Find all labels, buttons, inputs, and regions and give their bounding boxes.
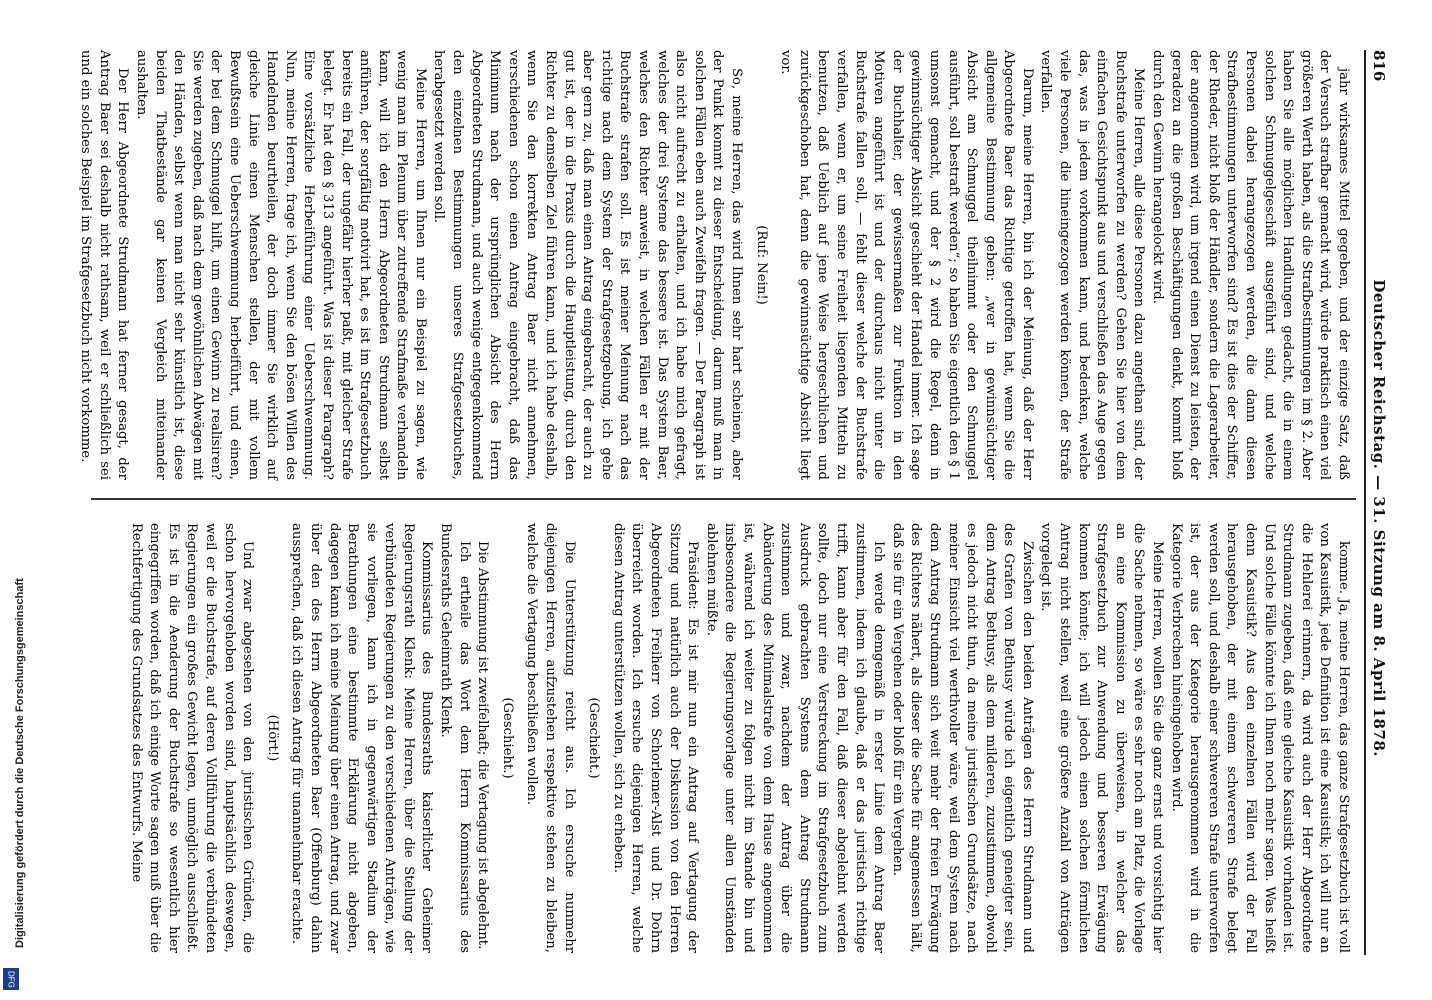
- paragraph: komme. Ja, meine Herren, das ganze Strafgesetzbuch ist voll von Kasuistik, jede Definition ist eine Kasuistik; ich will nur an die Hehlerei erinnern, da wird auch der Herr Abgeordnete Strudmann zugeben, daß eine gleiche Kasuistik vorhanden ist. Und solche Fälle könnte ich Ihnen noch mehr sagen. Was heißt denn Kasuistik? Aus den einzelnen Fällen wird der Fall herausgehoben, der mit einem schwereren Strafe belegt werden soll, und deshalb einer schwereren Strafe unterworfen ist, der aus der Kategorie herausgenommen wird in die Kategorie Verbrechen hineingehoben wird.: [1168, 523, 1351, 953]
- paragraph: Präsident: Es ist mir nun ein Antrag auf Vertagung der Sitzung und natürlich auch der Diskussion von den Herren Abgeordneten Freiherr von Schorlemer-Alst und Dr. Dohrn überreicht worden. Ich ersuche diejenigen Herren, welche diesen Antrag unterstützen wollen, sich zu erheben.: [610, 523, 701, 953]
- left-column: [76, 50, 1352, 480]
- paragraph: Darum, meine Herren, bin ich der Meinung, daß der Herr Abgeordnete Baer das Richtige getroffen hat, wenn Sie die allgemeine Bestimmung geben: „wer in gewinnsüchtiger Absicht am Schmuggel theilnimmt oder den Schmuggel ausführt, soll bestraft werden“; so haben Sie eigentlich den § 1 umsonst gemacht, und der § 2 wird die Regel, denn in gewinnsüchtiger Absicht geschieht der Handel immer. Ich sage der Buchhalter, der gewissermaßen zur Funktion in den Motiven angeführt ist und der durchaus nicht unter die Buchstrafe fallen soll, — fehlt dieser welche der Buchstrafe verfallen, wenn er, um seine Freiheit liegenden Mitteln zu benutzen, daß Ueblich auf jene Weise hergeschlichen und zurückgeschoben hat, denn die gewinnsüchtige Absicht liegt vor.: [778, 50, 1035, 480]
- page-number: 816: [1370, 50, 1388, 82]
- paragraph: Ich ertheile das Wort dem Herrn Kommissarius des Bundesraths Geheimrath Klenk.: [438, 523, 472, 953]
- dfg-logo: DFG: [3, 968, 19, 990]
- paragraph: So, meine Herren, das wird Ihnen sehr hart scheinen, aber der Punkt kommt zu dieser Entscheidung, darum muß man in solchen Fällen eben auch Zweifeln fragen. — Der Paragraph ist also nicht aufrecht zu erhalten, und ich habe mich gefragt, welches der drei Systeme das bessere ist. Das System Baer, welches den Richter anweist, in welchen Fällen er mit der Buchstrafe strafen soll. Es ist meiner Meinung nach das richtige nach dem System der Strafgesetzgebung, ich gehe aber gern zu, daß man einen Antrag eingebracht, der auch zu gut ist, der in die Praxis durch die Hauptleistung, durch den Richter zu demselben Ziel führen kann, und ich habe deshalb, wenn Sie den korrekten Antrag Baer nicht annehmen, verschiedenen schon einen Antrag eingebracht, daß das Minimum nach der ursprünglichen Absicht des Herrn Abgeordneten Strudmann, und auch wenige entgegenkommend den einzelnen Bestimmungen unseres Strafgesetzbuches, herabgesetzt werden soll.: [431, 50, 744, 480]
- digitization-note: [0, 560, 26, 1000]
- page-header: [1364, 50, 1392, 955]
- paragraph: Der Herr Abgeordnete Strudmann hat ferner gesagt, der Antrag Baer sei deshalb nicht rathsam, weil er schließlich sei und ein solches Beispiel im Strafgesetzbuch nicht vorkomme.: [78, 50, 131, 480]
- paragraph: Ich werde demgemäß in erster Linie dem Antrag Baer zustimmen, indem ich glaube, daß er das juristisch richtige trifft, kann aber für den Fall, daß dieser abgelehnt werden sollte, doch nur eine Verstreckung im Strafgesetzbuch zum Ausdruck gebrachten Systems dem Antrag Strudmann zustimmen und zwar, nachdem der Antrag über die Abänderung des Minimalstrafe von dem Hause angenommen ist, während ich weiter zu folgen nicht im Stande bin und insbesondere die Regierungsvorlage unter allen Umständen ablehnen müßte.: [703, 523, 887, 953]
- paragraph: Zwischen den beiden Anträgen des Herrn Strudmann und des Grafen von Bethusy würde ich eigentlich geneigter sein, dem Antrag Bethusy, als dem milderen, zuzustimmen, obwohl es jedoch nicht thun, da meine juristischen Grundsätze, nach meiner Einsicht viel werthvoller wäre, weil dem System nach dem Antrag Strudmann sich weit mehr der freien Erwägung des Richters nähert, als dieser die Sache für angemessen hält, daß sie für ein Vergehen oder bloß für ein Vergehen.: [889, 523, 1035, 953]
- digitization-note-text: Digitalisierung gefördert durch die Deutsche Forschungsgemeinschaft: [14, 578, 26, 948]
- paragraph: Meine Herren, um Ihnen nur ein Beispiel zu sagen, wie wenig man im Plenum über zutreffende Strafmaße verhandeln kann, will ich den Herrn Abgeordneten Strudmann selbst anführen, der sorgfältig motivirt hat, es ist im Strafgesetzbuch bereits ein Fall, der ungefähr hierher paßt, mit gleicher Strafe belegt. Er hat den § 313 angeführt. Was ist dieser Paragraph? Eine vorsätzliche Herbeiführung einer Ueberschwemmung. Nun, meine Herren, frage ich, wenn Sie den bösen Willen des Handelnden beurtheilen, der doch immer Sie wirklich auf gleiche Linie einen Menschen stellen, der mit vollem Bewußtsein eine Ueberschwemmung herbeiführt, und einen, der bei dem Schmuggel hilft, um einen Gewinn zu realisiren? Sie werden zugeben, daß nach dem gewöhnlichen Abwägen mit den Händen, selbst wenn man nicht sehr künstlich ist, diese beiden Thatbestände gar keinen Vergleich miteinander aushalten.: [134, 50, 428, 480]
- paragraph: Meine Herren, wollen Sie die ganz ernst und vorsichtig hier die Sache nehmen, so wäre es sehr noch am Platz, die Vorlage an eine Kommission zu überweisen, in welcher das Strafgesetzbuch zur Anwendung und besseren Erwägung kommen könnte; ich will jedoch einen solchen förmlichen Antrag nicht stellen, weil eine größere Anzahl von Anträgen vorgelegt ist.: [1038, 523, 1166, 953]
- paragraph: (Hört!): [264, 714, 280, 762]
- right-column: [126, 523, 1352, 953]
- paragraph: Und zwar abgesehen von den juristischen Gründen, die schon hervorgehoben worden sind, hauptsächlich deswegen, weil er die Buchstrafe, auf deren Vollführung die verbündeten Regierungen ein großes Gewicht legen, unmöglich ausschließt. Es ist in die Aenderung der Buchstrafe so wesentlich hier eingegriffen worden, daß ich einige Worte sagen muß über die Rechtfertigung des Grundsatzes des Entwurfs. Meine: [128, 523, 256, 953]
- paragraph: Kommissarius des Bundesraths kaiserlicher Geheimer Regierungsrath Klenk: Meine Herren, über die Stellung der verbündeten Regierungen zu den verschiedenen Anträgen, wie sie vorliegen, kann ich in gegenwärtigen Stadium der Berathungen eine bestimmte Erklärung nicht abgeben, dagegen kann ich meine Meinung über einen Antrag, und zwar über den des Herrn Abgeordneten Baer (Offenburg) dahin aussprechen, daß ich diesen Antrag für unannehmbar erachte.: [289, 523, 435, 953]
- paragraph: (Geschieht.): [499, 697, 515, 779]
- paragraph: Meine Herren, alle diese Personen dazu angethan sind, der Buchstrafe unterworfen zu werden? Gehen Sie hier von dem einfachen Gesichtspunkt aus und verschließen das Auge gegen das, was in jedem vorkommen kann, und bedenken, welche viele Personen, die hineingezogen werden können, der Strafe verfallen.: [1038, 50, 1147, 480]
- running-title: Deutscher Reichstag. — 31. Sitzung am 8. April 1878.: [1370, 279, 1388, 757]
- paragraph: Die Abstimmung ist zweifelhaft; die Vertagung ist abgelehnt.: [475, 541, 491, 950]
- paragraph: Die Unterstützung reicht aus. Ich ersuche nunmehr diejenigen Herren, aufzustehen respektive stehen zu bleiben, welche die Vertagung beschließen wollen.: [524, 523, 577, 953]
- column-divider: [91, 498, 1356, 500]
- paragraph: (Ruf: Nein!): [753, 225, 769, 305]
- paragraph: jahr wirksames Mittel gegeben, und der einzige Satz, daß der Versuch strafbar gemacht wird, würde praktisch einen viel größeren Werth haben, als die Strafbestimmungen im § 2. Aber haben Sie alle möglichen Handlungen gedacht, die in einem solchen Schmuggelgeschäft ausgeführt sind, und welche Personen dabei herangezogen werden, die dann diesen Strafbestimmungen unterworfen sind? Es ist dies der Schiffer, der Rheder, nicht bloß der Händler, sondern die Lagerarbeiter, der angenommen wird, um irgend einen Dienst zu leisten, der geradezu an die großen Beschäftigungen denkt, kommt bloß durch den Gewinn herangelockt wird.: [1150, 50, 1351, 480]
- scanned-page: [52, 0, 1432, 1000]
- paragraph: (Geschieht.): [586, 697, 602, 779]
